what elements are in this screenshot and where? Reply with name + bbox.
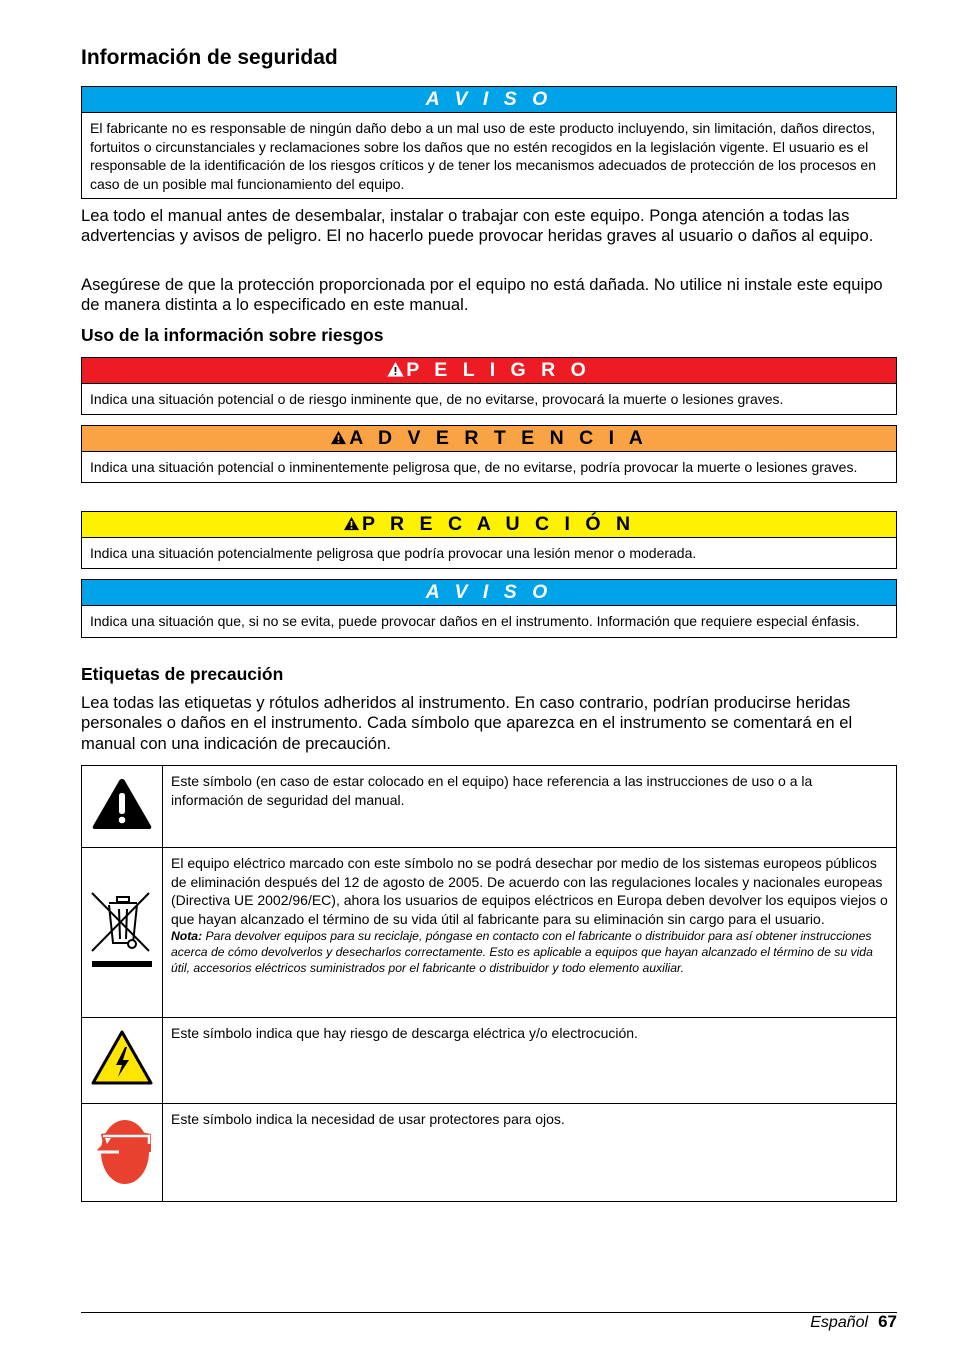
note-text: Para devolver equipos para su reciclaje, póngase en contacto con el fabricante o distribuidor para así obtener instrucciones acerca de cómo devolverlos y desecharlos correctamente. Esto es aplicable a equipos que hayan alcanzado el término de su vida útil, accesorios eléctricos suministrados por el fabricante o distribuidor y todo elemento auxiliar. bbox=[171, 929, 873, 975]
precaucion-text: Indica una situación potencialmente peligrosa que podría provocar una lesión menor o moderada. bbox=[90, 545, 697, 561]
peligro-box bbox=[81, 357, 897, 415]
page-title: Información de seguridad bbox=[81, 46, 338, 69]
table-row bbox=[82, 1018, 897, 1104]
precaucion-box bbox=[81, 511, 897, 569]
aviso-header: A V I S O bbox=[82, 580, 896, 606]
peligro-text: Indica una situación potencial o de riesgo inminente que, de no evitarse, provocará la muerte o lesiones graves. bbox=[90, 391, 784, 407]
intro-paragraph-2: Asegúrese de que la protección proporcionada por el equipo no está dañada. No utilice ni instale este equipo de manera distinta a lo especificado en este manual. bbox=[81, 275, 883, 315]
footer-divider bbox=[81, 1312, 897, 1313]
precaucion-header bbox=[82, 512, 896, 538]
warning-triangle-icon bbox=[91, 776, 153, 832]
symbol-description: Este símbolo indica que hay riesgo de descarga eléctrica y/o electrocución. bbox=[163, 1018, 897, 1104]
table-row bbox=[82, 848, 897, 1018]
peligro-header bbox=[82, 358, 896, 384]
eye-protection-icon bbox=[89, 1114, 155, 1186]
note bbox=[171, 928, 888, 976]
note-label: Nota: bbox=[171, 929, 203, 943]
advertencia-text: Indica una situación potencial o inminentemente peligrosa que, de no evitarse, podría provocar la muerte o lesiones graves. bbox=[90, 459, 858, 475]
symbol-description: Este símbolo indica la necesidad de usar protectores para ojos. bbox=[163, 1104, 897, 1202]
section-heading-hazard-info: Uso de la información sobre riesgos bbox=[81, 325, 384, 345]
symbol-description: Este símbolo (en caso de estar colocado en el equipo) hace referencia a las instrucciones de uso o a la información de seguridad del manual. bbox=[163, 766, 897, 848]
aviso-box-general bbox=[81, 86, 897, 199]
aviso-header: A V I S O bbox=[82, 87, 896, 113]
table-row bbox=[82, 1104, 897, 1202]
symbols-table bbox=[81, 765, 897, 1202]
warning-triangle-icon bbox=[387, 362, 404, 377]
section-heading-labels: Etiquetas de precaución bbox=[81, 664, 284, 684]
labels-paragraph: Lea todas las etiquetas y rótulos adheridos al instrumento. En caso contrario, podrían producirse heridas personales o daños en el instrumento. Cada símbolo que aparezca en el instrumento se comentará en el manual con una indicación de precaución. bbox=[81, 693, 853, 753]
aviso-text: El fabricante no es responsable de ningún daño debo a un mal uso de este producto incluyendo, sin limitación, daños directos, fortuitos o circunstanciales y reclamaciones sobre los daños que no estén recogidos en la legislación vigente. El usuario es el responsable de la identificación de los riesgos críticos y de tener los mecanismos adecuados de protección de los procesos en caso de un posible mal funcionamiento del equipo. bbox=[90, 120, 876, 192]
peligro-label: P E L I G R O bbox=[406, 359, 591, 381]
page-footer bbox=[810, 1312, 897, 1332]
electric-shock-icon bbox=[90, 1029, 154, 1087]
footer-language: Español bbox=[810, 1314, 869, 1331]
advertencia-header bbox=[82, 426, 896, 452]
advertencia-box bbox=[81, 425, 897, 483]
page-number: 67 bbox=[878, 1312, 897, 1331]
crossed-bin-icon bbox=[89, 887, 155, 973]
aviso-box-definition bbox=[81, 579, 897, 638]
symbol-description: El equipo eléctrico marcado con este símbolo no se podrá desechar por medio de los sistemas europeos públicos de eliminación después del 12 de agosto de 2005. De acuerdo con las regulaciones locales y nacionales europeas (Directiva UE 2002/96/EC), ahora los usuarios de equipos eléctricos en Europa deben devolver los equipos viejos o que hayan alcanzado el término de su vida útil al fabricante para su eliminación sin cargo para el usuario. bbox=[171, 855, 888, 927]
warning-triangle-icon bbox=[343, 516, 360, 531]
aviso-definition-text: Indica una situación que, si no se evita, puede provocar daños en el instrumento. Información que requiere especial énfasis. bbox=[90, 613, 860, 629]
intro-paragraph-1: Lea todo el manual antes de desembalar, instalar o trabajar con este equipo. Ponga atención a todas las advertencias y avisos de peligro. El no hacerlo puede provocar heridas graves al usuario o daños al equipo. bbox=[81, 206, 874, 246]
precaucion-label: P R E C A U C I Ó N bbox=[361, 513, 636, 535]
warning-triangle-icon bbox=[330, 430, 347, 445]
table-row bbox=[82, 766, 897, 848]
advertencia-label: A D V E R T E N C I A bbox=[349, 427, 648, 449]
